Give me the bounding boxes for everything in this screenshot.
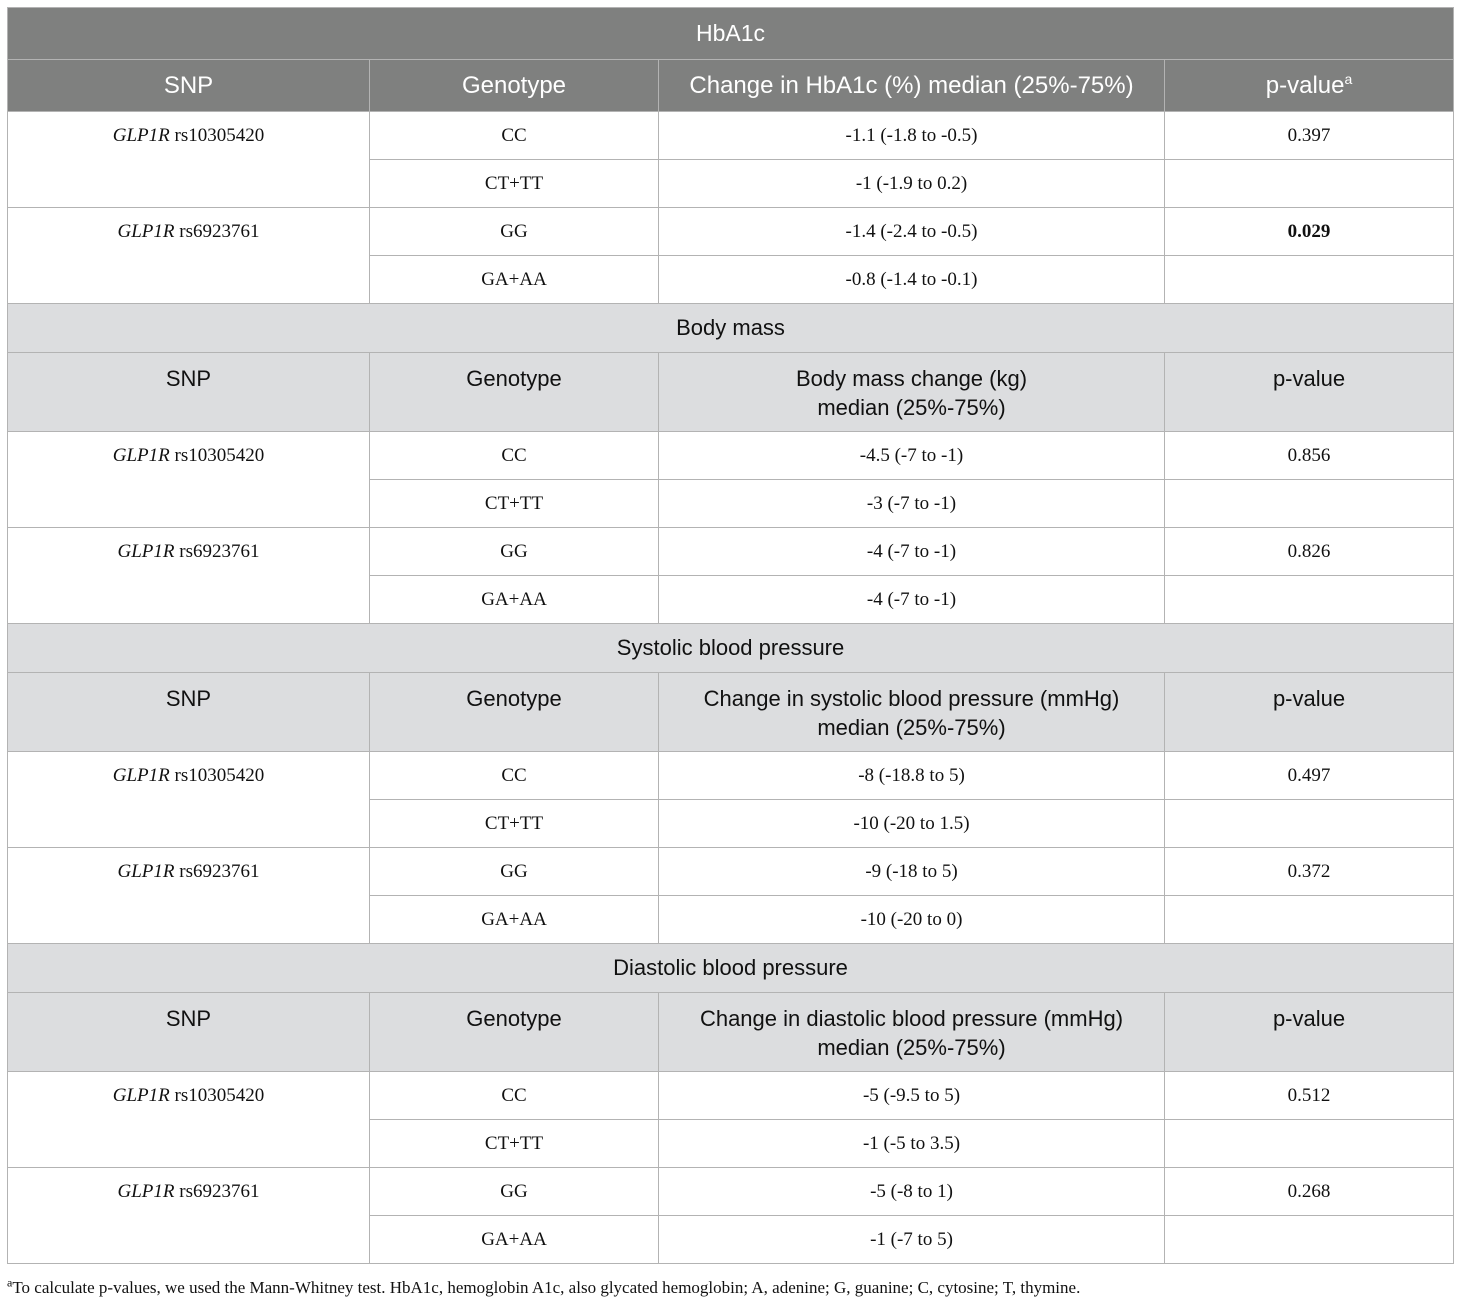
- snp-cell: [8, 1072, 370, 1168]
- value-cell: -9 (-18 to 5): [659, 848, 1165, 896]
- header-genotype: Genotype: [370, 353, 659, 432]
- gene-name: GLP1R: [112, 765, 170, 786]
- pvalue-cell-empty: [1165, 896, 1454, 944]
- table-row: [8, 208, 1454, 256]
- value-cell: -1.4 (-2.4 to -0.5): [659, 208, 1165, 256]
- genotype-cell: GG: [370, 208, 659, 256]
- gene-name: GLP1R: [117, 861, 175, 882]
- table-row: [8, 848, 1454, 896]
- header-pvalue: [1165, 60, 1454, 112]
- pvalue-cell-empty: [1165, 480, 1454, 528]
- footnote-text: To calculate p-values, we used the Mann-Whitney test. HbA1c, hemoglobin A1c, also glycated hemoglobin; A, adenine; G, guanine; C, cytosine; T, thymine.: [12, 1278, 1081, 1297]
- header-change-line1: Body mass change (kg): [795, 366, 1028, 391]
- genotype-cell: GA+AA: [370, 896, 659, 944]
- snp-cell: [8, 528, 370, 624]
- snp-cell: [8, 112, 370, 208]
- rs-id: rs6923761: [179, 221, 260, 242]
- gene-name: GLP1R: [117, 221, 175, 242]
- column-header-row: [8, 60, 1454, 112]
- section-title-row: [8, 944, 1454, 993]
- table-row: [8, 1168, 1454, 1216]
- header-pvalue: p-value: [1165, 353, 1454, 432]
- pvalue-cell: 0.497: [1165, 752, 1454, 800]
- header-snp: SNP: [8, 993, 370, 1072]
- pvalue-cell: 0.856: [1165, 432, 1454, 480]
- value-cell: -1 (-5 to 3.5): [659, 1120, 1165, 1168]
- header-genotype: Genotype: [370, 60, 659, 112]
- genotype-cell: CC: [370, 432, 659, 480]
- header-change-line2: median (25%-75%): [817, 715, 1006, 740]
- gene-name: GLP1R: [117, 541, 175, 562]
- value-cell: -4 (-7 to -1): [659, 528, 1165, 576]
- table-row: [8, 1072, 1454, 1120]
- header-change: [659, 353, 1165, 432]
- header-pvalue: p-value: [1165, 993, 1454, 1072]
- table-row: [8, 432, 1454, 480]
- pvalue-cell-empty: [1165, 800, 1454, 848]
- header-change-line1: Change in systolic blood pressure (mmHg): [703, 686, 1120, 711]
- value-cell: -1.1 (-1.8 to -0.5): [659, 112, 1165, 160]
- gene-name: GLP1R: [112, 1085, 170, 1106]
- pvalue-cell-empty: [1165, 1216, 1454, 1264]
- genotype-cell: CT+TT: [370, 800, 659, 848]
- table-row: [8, 112, 1454, 160]
- rs-id: rs6923761: [179, 861, 260, 882]
- snp-cell: [8, 432, 370, 528]
- header-change-line2: median (25%-75%): [817, 1035, 1006, 1060]
- gene-name: GLP1R: [112, 125, 170, 146]
- header-change: Change in HbA1c (%) median (25%-75%): [659, 60, 1165, 112]
- rs-id: rs10305420: [174, 125, 265, 146]
- rs-id: rs10305420: [174, 445, 265, 466]
- value-cell: -3 (-7 to -1): [659, 480, 1165, 528]
- genotype-cell: CC: [370, 1072, 659, 1120]
- table-footnote: [7, 1275, 1081, 1298]
- pvalue-cell: 0.512: [1165, 1072, 1454, 1120]
- rs-id: rs10305420: [174, 765, 265, 786]
- header-pvalue: p-value: [1165, 673, 1454, 752]
- header-snp: SNP: [8, 60, 370, 112]
- section-title-row: [8, 8, 1454, 60]
- genotype-cell: GG: [370, 848, 659, 896]
- value-cell: -10 (-20 to 0): [659, 896, 1165, 944]
- rs-id: rs6923761: [179, 541, 260, 562]
- results-table-container: [7, 7, 1453, 1264]
- table-row: [8, 528, 1454, 576]
- genotype-cell: GA+AA: [370, 576, 659, 624]
- pvalue-cell-empty: [1165, 256, 1454, 304]
- header-genotype: Genotype: [370, 673, 659, 752]
- genotype-cell: GG: [370, 1168, 659, 1216]
- snp-cell: [8, 208, 370, 304]
- pvalue-cell: 0.372: [1165, 848, 1454, 896]
- footnote-marker: a: [1344, 70, 1353, 87]
- header-change-line2: median (25%-75%): [817, 395, 1006, 420]
- value-cell: -1 (-1.9 to 0.2): [659, 160, 1165, 208]
- value-cell: -10 (-20 to 1.5): [659, 800, 1165, 848]
- header-change-line1: Change in diastolic blood pressure (mmHg): [699, 1006, 1124, 1031]
- value-cell: -8 (-18.8 to 5): [659, 752, 1165, 800]
- genotype-cell: GA+AA: [370, 256, 659, 304]
- gene-name: GLP1R: [112, 445, 170, 466]
- header-snp: SNP: [8, 673, 370, 752]
- genotype-cell: CT+TT: [370, 480, 659, 528]
- genotype-cell: CC: [370, 752, 659, 800]
- value-cell: -5 (-8 to 1): [659, 1168, 1165, 1216]
- table-row: [8, 752, 1454, 800]
- header-pvalue-label: p-value: [1265, 71, 1345, 99]
- section-title-body-mass: Body mass: [8, 304, 1454, 353]
- genotype-cell: GA+AA: [370, 1216, 659, 1264]
- genotype-cell: CT+TT: [370, 160, 659, 208]
- value-cell: -4 (-7 to -1): [659, 576, 1165, 624]
- header-genotype: Genotype: [370, 993, 659, 1072]
- footnote-marker: a: [7, 1275, 13, 1290]
- value-cell: -0.8 (-1.4 to -0.1): [659, 256, 1165, 304]
- snp-cell: [8, 1168, 370, 1264]
- rs-id: rs10305420: [174, 1085, 265, 1106]
- value-cell: -1 (-7 to 5): [659, 1216, 1165, 1264]
- pvalue-cell: 0.397: [1165, 112, 1454, 160]
- pvalue-cell-empty: [1165, 1120, 1454, 1168]
- column-header-row: [8, 993, 1454, 1072]
- gene-name: GLP1R: [117, 1181, 175, 1202]
- section-title-diastolic: Diastolic blood pressure: [8, 944, 1454, 993]
- pvalue-cell: 0.826: [1165, 528, 1454, 576]
- section-title-systolic: Systolic blood pressure: [8, 624, 1454, 673]
- genotype-cell: CC: [370, 112, 659, 160]
- pvalue-cell: 0.268: [1165, 1168, 1454, 1216]
- header-change: [659, 993, 1165, 1072]
- section-title-row: [8, 624, 1454, 673]
- column-header-row: [8, 353, 1454, 432]
- pvalue-cell-empty: [1165, 160, 1454, 208]
- header-change: [659, 673, 1165, 752]
- genotype-cell: GG: [370, 528, 659, 576]
- section-title-hba1c: HbA1c: [8, 8, 1454, 60]
- value-cell: -4.5 (-7 to -1): [659, 432, 1165, 480]
- snp-cell: [8, 752, 370, 848]
- value-cell: -5 (-9.5 to 5): [659, 1072, 1165, 1120]
- header-snp: SNP: [8, 353, 370, 432]
- rs-id: rs6923761: [179, 1181, 260, 1202]
- pvalue-cell-empty: [1165, 576, 1454, 624]
- section-title-row: [8, 304, 1454, 353]
- genotype-cell: CT+TT: [370, 1120, 659, 1168]
- column-header-row: [8, 673, 1454, 752]
- results-table: [7, 7, 1454, 1264]
- snp-cell: [8, 848, 370, 944]
- pvalue-cell-significant: 0.029: [1165, 208, 1454, 256]
